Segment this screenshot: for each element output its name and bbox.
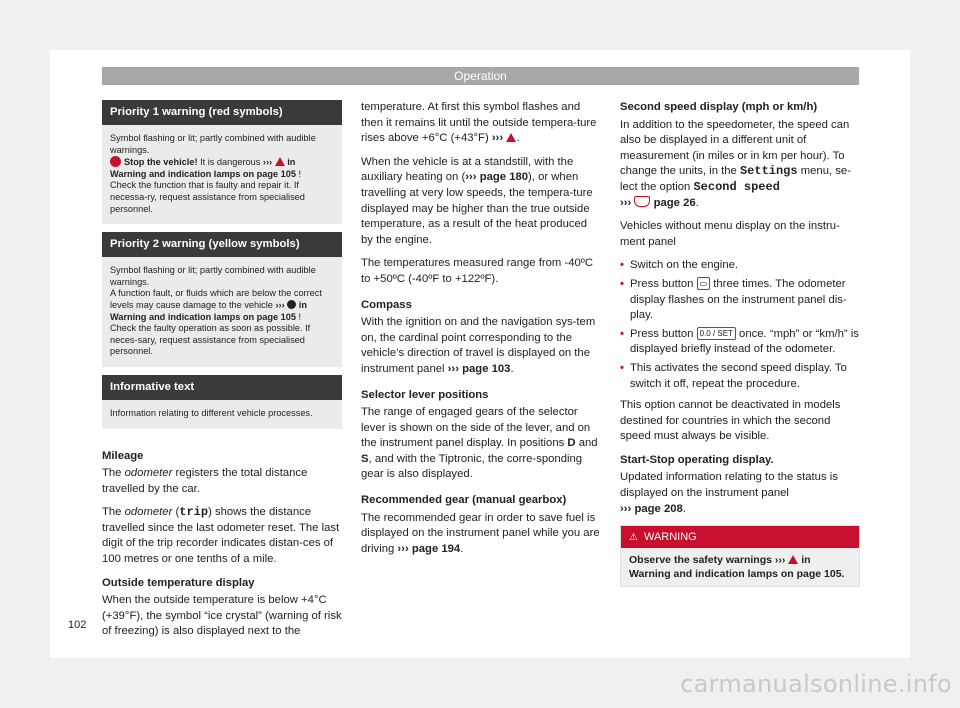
range-para: The temperatures measured range from -40ºC to +50ºC (-40ºF to +122ºF). xyxy=(361,257,594,285)
column-middle xyxy=(361,100,601,565)
warning-triangle-icon xyxy=(788,555,798,564)
selector-para: The range of engaged gears of the selector lever is shown on the side of the lever, and on the instrument panel display. In positions D and S, and with the Tiptronic, the corre-sponding gear is also displayed. xyxy=(361,406,598,481)
column-left xyxy=(102,100,342,648)
bullet-icon: • xyxy=(620,277,624,290)
column-right xyxy=(620,100,860,587)
priority2-title: Priority 2 warning (yellow symbols) xyxy=(102,232,342,257)
informative-line1: Information relating to different vehicle processes. xyxy=(110,407,313,418)
temperature-para: When the outside temperature is below +4°C (+39°F), the symbol “ice crystal” (warning of risk of freezing) is also displayed next to the xyxy=(102,594,342,638)
speed-ref-link[interactable]: page 26 xyxy=(653,196,696,209)
priority1-line2: Stop the vehicle! It is dangerous ››› in Warning and indication lamps on page 105 ! xyxy=(110,157,302,179)
list-item: • This activates the second speed display. To switch it off, repeat the procedure. xyxy=(620,361,860,392)
compass-heading: Compass xyxy=(361,298,412,311)
warning-ref-link[interactable]: in Warning and indication lamps on page 105. xyxy=(629,554,845,581)
priority1-line1: Symbol flashing or lit; partly combined with audible warnings. xyxy=(110,133,316,155)
book-icon xyxy=(634,196,650,207)
priority1-ref-link[interactable]: in Warning and indication lamps on page 105 xyxy=(110,157,296,179)
vehicles-para: Vehicles without menu display on the instru-ment panel xyxy=(620,220,840,248)
ref-arrow-icon: ››› xyxy=(397,542,409,555)
stop-icon xyxy=(110,156,121,167)
ref-arrow-icon: ››› xyxy=(465,171,477,184)
watermark: carmanualsonline.info xyxy=(680,670,952,698)
priority2-box xyxy=(102,232,342,367)
info-dot-icon xyxy=(287,300,296,309)
temperature-heading: Outside temperature display xyxy=(102,576,255,589)
temp-cont-para: temperature. At first this symbol flashes and then it remains lit until the outside tempera-ture rises above +6°C (+43°F) ››› . xyxy=(361,101,597,145)
heating-ref-link[interactable]: page 180 xyxy=(479,171,529,184)
ref-arrow-icon: ››› xyxy=(447,362,459,375)
speed-heading: Second speed display (mph or km/h) xyxy=(620,101,818,113)
list-item: • Press button ▭ three times. The odometer display flashes on the instrument panel dis-play. xyxy=(620,277,860,324)
mileage-heading: Mileage xyxy=(102,449,144,462)
informative-box xyxy=(102,375,342,429)
mileage-para1: The odometer registers the total distance travelled by the car. xyxy=(102,467,308,495)
priority2-line1: Symbol flashing or lit; partly combined with audible warnings. xyxy=(110,265,316,287)
informative-body xyxy=(102,400,342,429)
priority2-line2: A function fault, or fluids which are below the correct levels may cause damage to the vehicle ››› in Warning and indication lamps on page 105 ! xyxy=(110,288,322,322)
warning-box xyxy=(620,525,860,587)
list-item: • Press button 0.0 / SET once. “mph” or “km/h” is displayed briefly instead of the odometer. xyxy=(620,327,860,358)
warning-triangle-icon xyxy=(275,157,285,166)
bullet-icon: • xyxy=(620,361,624,374)
standstill-para: When the vehicle is at a standstill, with the auxiliary heating on (››› page 180), or when travelling at very low speeds, the tempera-ture displayed may be higher than the true outside temperature, as a result of the heat produced by the engine. xyxy=(361,155,593,246)
ref-arrow-icon: ››› xyxy=(275,299,285,310)
informative-title: Informative text xyxy=(102,375,342,400)
warning-triangle-icon: ⚠ xyxy=(629,532,638,544)
priority2-ref-link[interactable]: in Warning and indication lamps on page 105 xyxy=(110,299,307,322)
startstop-para: Updated information relating to the status is displayed on the instrument panel ››› page 208. xyxy=(620,471,838,515)
speed-para: In addition to the speedometer, the speed can also be displayed in a different unit of measurement (in miles or in km per hour). To change the units, in the Settings menu, se-lect the option Second speed ››› page 26. xyxy=(620,118,851,209)
option-para: This option cannot be deactivated in models destined for countries in which the second speed must always be visible. xyxy=(620,399,841,443)
bullet-icon: • xyxy=(620,327,624,340)
odometer-button-icon: ▭ xyxy=(697,277,711,290)
compass-ref-link[interactable]: page 103 xyxy=(462,362,511,375)
gear-ref-link[interactable]: page 194 xyxy=(411,542,461,555)
selector-heading: Selector lever positions xyxy=(361,388,489,401)
list-item: • Switch on the engine. xyxy=(620,258,860,274)
warning-triangle-icon xyxy=(506,133,516,142)
gear-heading: Recommended gear (manual gearbox) xyxy=(361,494,567,507)
warning-body: Observe the safety warnings ››› in Warning and indication lamps on page 105. xyxy=(621,548,859,586)
priority1-body xyxy=(102,125,342,224)
bullet-icon: • xyxy=(620,259,624,272)
priority2-body xyxy=(102,257,342,367)
startstop-ref-link[interactable]: page 208 xyxy=(634,502,683,515)
priority1-box xyxy=(102,100,342,224)
priority1-title: Priority 1 warning (red symbols) xyxy=(102,100,342,125)
compass-para: With the ignition on and the navigation sys-tem on, the cardinal point corresponding to the vehicle’s direction of travel is displayed on the instrument panel ››› page 103. xyxy=(361,316,596,375)
priority1-line3: Check the function that is faulty and repair it. If necessa-ry, request assistance from specialised personnel. xyxy=(110,180,305,214)
set-button-icon: 0.0 / SET xyxy=(697,327,736,340)
warning-header: ⚠ WARNING xyxy=(621,526,859,548)
gear-para: The recommended gear in order to save fuel is displayed on the instrument panel while you are driving ››› page 194. xyxy=(361,511,600,555)
ref-arrow-icon: ››› xyxy=(620,196,632,209)
priority2-line3: Check the faulty operation as soon as possible. If neces-sary, request assistance from specialised personnel. xyxy=(110,323,311,357)
page-number: 102 xyxy=(68,619,87,631)
startstop-heading: Start-Stop operating display. xyxy=(620,453,774,466)
page-header: Operation xyxy=(102,67,859,85)
ref-arrow-icon: ››› xyxy=(774,554,786,567)
ref-arrow-icon: ››› xyxy=(491,132,504,145)
mileage-para2: The odometer (trip) shows the distance travelled since the last odometer reset. The last digit of the trip recorder indicates distan-ces of 100 metres or one tenths of a mile. xyxy=(102,505,340,566)
ref-arrow-icon: ››› xyxy=(620,502,632,515)
ref-arrow-icon: ››› xyxy=(262,157,273,168)
